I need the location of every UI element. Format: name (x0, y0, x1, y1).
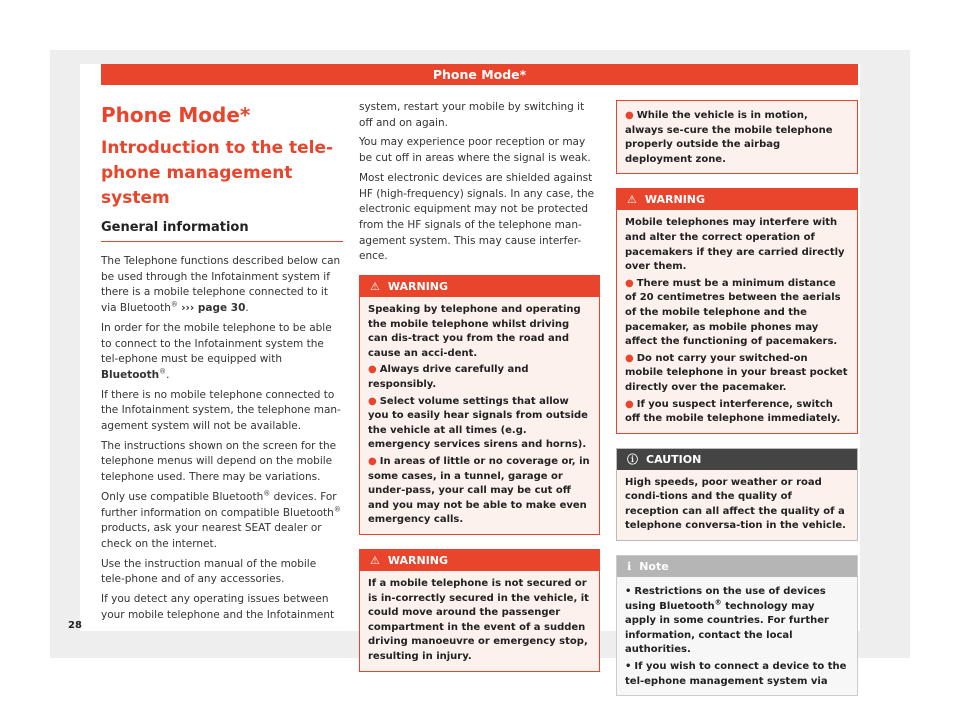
bullet-icon: ● (625, 110, 634, 121)
section-title: Introduction to the tele-phone management system (101, 138, 334, 208)
bullet-icon: ● (625, 352, 634, 364)
header-title: Phone Mode* (432, 67, 527, 82)
list-item-text: Select volume settings that allow you to easily hear signals from outside the vehicle at all times (e.g. emergency services sirens and horns). (368, 395, 588, 451)
list-item (368, 395, 591, 453)
warning-continuation-box (616, 100, 858, 174)
warning-list (625, 277, 849, 427)
warning-body (617, 101, 857, 173)
list-item-text: Restrictions on the use of devices using Bluetooth (625, 586, 826, 612)
list-item-text: If you wish to connect a device to the tel-ephone management system via (625, 661, 847, 687)
bullet-icon: • (625, 586, 632, 598)
paragraph: system, restart your mobile by switching it off and on again. (359, 101, 585, 129)
warning-header (617, 189, 857, 210)
paragraph-text: Only use compatible Bluetooth (101, 490, 264, 503)
paragraph: If there is no mobile telephone connected to the Infotainment system, the telephone man-agement system will not be available. (101, 388, 341, 433)
list-item (625, 585, 849, 658)
paragraph (101, 490, 343, 553)
warning-label: WARNING (387, 553, 449, 567)
bullet-icon: ● (368, 455, 377, 467)
registered-mark: ® (170, 300, 178, 309)
warning-body (360, 297, 599, 534)
warning-box (616, 188, 858, 433)
info-icon: ℹ (627, 560, 632, 574)
list-item-text: Do not carry your switched-on mobile telephone in your breast pocket directly over the pacemaker. (625, 352, 848, 393)
list-item-text: technology may apply in some countries. For further information, contact the local authorities. (625, 600, 829, 656)
page-reference-link[interactable]: ››› page 30 (181, 302, 246, 315)
list-item (625, 352, 849, 396)
list-item (625, 277, 849, 350)
paragraph: The Telephone functions described below can be used through the Infotainment system if there is a mobile telephone connected to it via Bluetooth® ››› page 30. (101, 255, 341, 315)
list-item (368, 455, 591, 528)
list-item (625, 660, 849, 689)
page-number: 28 (68, 620, 82, 631)
caution-header (617, 449, 857, 470)
list-item-text: In areas of little or no coverage or, in some cases, in a tunnel, garage or under-pass, your call may be cut off and you may not be able to make even emergency calls. (368, 455, 590, 526)
paragraph: If you detect any operating issues between your mobile telephone and the Infotainment (101, 593, 335, 621)
bullet-icon: ● (368, 395, 377, 407)
paragraph-text: devices. For further information on compatible Bluetooth (101, 490, 337, 519)
note-body (617, 577, 857, 695)
list-item-text: There must be a minimum distance of 20 centimetres between the aerials of the mobile telephone and the pacemaker, as mobile phones may affect the functioning of pacemakers. (625, 277, 841, 348)
registered-mark: ® (333, 505, 341, 514)
warning-triangle-icon: ⚠ (370, 553, 380, 567)
bold-term: Bluetooth (101, 368, 160, 381)
caution-text: High speeds, poor weather or road condi-tions and the quality of reception can all affect the quality of a telephone conversa-tion in the vehicle. (625, 476, 846, 532)
list-item (368, 363, 591, 392)
paragraph: The instructions shown on the screen for the telephone menus will depend on the mobile telephone used. There may be variations. (101, 439, 337, 484)
column-left (101, 100, 343, 627)
caution-box (616, 448, 858, 541)
warning-body (617, 210, 857, 432)
list-item-text: While the vehicle is in motion, always se-cure the mobile telephone properly outside the airbag deployment zone. (625, 110, 833, 165)
column-right (616, 100, 858, 696)
paragraph: You may experience poor reception or may be cut off in areas where the signal is weak. (359, 136, 591, 165)
warning-label: WARNING (387, 280, 449, 294)
warning-box (359, 275, 600, 535)
page-header (101, 64, 858, 85)
registered-mark: ® (263, 489, 271, 498)
paragraph: Most electronic devices are shielded against HF (high-frequency) signals. In any case, the electronic equipment may not be protected from the HF signals of the telephone man-agement system. This may cause interfer-ence. (359, 171, 595, 263)
note-list (625, 585, 849, 689)
note-header (617, 556, 857, 577)
column-middle (359, 100, 600, 672)
warning-triangle-icon: ⚠ (370, 280, 380, 294)
warning-body (360, 571, 599, 671)
chapter-title: Phone Mode* (101, 103, 251, 127)
list-item-text: Always drive carefully and responsibly. (368, 364, 529, 390)
paragraph: In order for the mobile telephone to be able to connect to the Infotainment system the tel-ephone must be equipped with Bluetooth®. (101, 321, 332, 381)
warning-box (359, 549, 600, 672)
bullet-icon: • (625, 661, 632, 673)
paragraph-text: products, ask your nearest SEAT dealer or check on the internet. (101, 522, 322, 550)
paragraph-text: In order for the mobile telephone to be able to connect to the Infotainment system the tel-ephone must be equipped with (101, 321, 332, 366)
warning-triangle-icon: ⚠ (627, 193, 637, 207)
registered-mark: ® (159, 367, 167, 376)
paragraph-text: The Telephone functions described below can be used through the Infotainment system if there is a mobile telephone connected to it via Bluetooth (101, 255, 341, 315)
list-item (625, 398, 849, 427)
paragraph: Use the instruction manual of the mobile tele-phone and of any accessories. (101, 557, 317, 586)
list-item-text: If you suspect interference, switch off the mobile telephone immediately. (625, 398, 841, 425)
caution-body (617, 470, 857, 540)
registered-mark: ® (714, 598, 722, 607)
warning-header (360, 550, 599, 571)
caution-label: CAUTION (646, 452, 702, 466)
warning-list (368, 363, 591, 528)
warning-header (360, 276, 599, 297)
bullet-icon: ● (625, 398, 634, 410)
warning-label: WARNING (644, 193, 706, 207)
warning-list (625, 109, 849, 167)
warning-text: If a mobile telephone is not secured or is in-correctly secured in the vehicle, it could move around the passenger compartment in the event of a sudden driving manoeuvre or emergency stop, resulting in injury. (368, 577, 589, 662)
exclamation-circle-icon: ⓘ (627, 452, 638, 466)
note-label: Note (639, 560, 669, 574)
warning-text: Speaking by telephone and operating the mobile telephone whilst driving can dis-tract you from the road and cause an acci-dent. (368, 304, 581, 359)
subsection-title: General information (101, 219, 343, 242)
bullet-icon: ● (368, 364, 377, 376)
note-box (616, 555, 858, 696)
list-item (625, 109, 849, 167)
warning-text: Mobile telephones may interfere with and alter the correct operation of pacemakers if they are carried directly over them. (625, 217, 845, 273)
bullet-icon: ● (625, 277, 634, 289)
